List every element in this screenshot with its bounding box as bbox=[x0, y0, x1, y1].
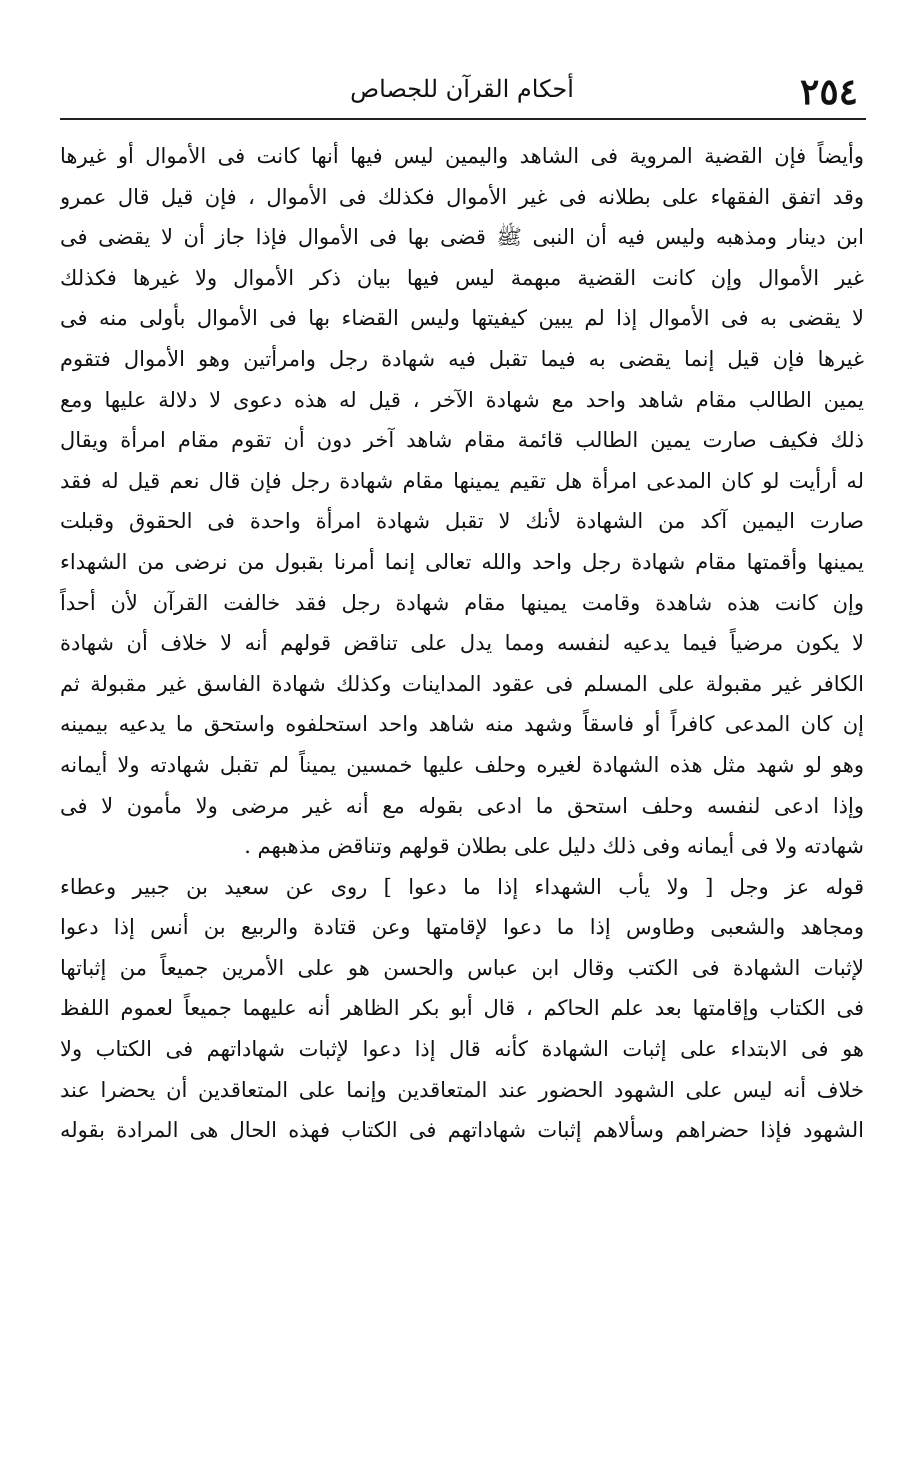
text-line: خلاف أنه ليس على الشهود الحضور عند المتعاقدين وإنما على المتعاقدين أن يحضرا عند bbox=[60, 1077, 864, 1102]
text-line: فى الكتاب وإقامتها بعد علم الحاكم ، قال أبو بكر الظاهر أنه عليهما جميعاً لعموم اللفظ bbox=[60, 996, 864, 1021]
text-line: ذلك فكيف صارت يمين الطالب قائمة مقام شاهد آخر دون أن تقوم مقام امرأة ويقال bbox=[60, 428, 864, 453]
page-header bbox=[60, 66, 864, 116]
text-line: وقد اتفق الفقهاء على بطلانه فى غير الأموال فكذلك فى الأموال ، فإن قيل قال عمرو bbox=[60, 184, 864, 209]
text-line: ابن دينار ومذهبه وليس فيه أن النبى ﷺ قضى بها فى الأموال فإذا جاز أن لا يقضى فى bbox=[60, 225, 864, 250]
text-line: غير الأموال وإن كانت القضية مبهمة ليس فيها بيان ذكر الأموال ولا غيرها فكذلك bbox=[60, 265, 864, 290]
page-number: ٢٥٤ bbox=[799, 71, 858, 113]
body-text bbox=[60, 136, 864, 1151]
header-rule bbox=[60, 118, 866, 120]
text-line: لا يقضى به فى الأموال إذا لم يبين كيفيتها وليس القضاء بها فى الأموال بأولى منه فى bbox=[60, 306, 864, 331]
text-line: لا يكون مرضياً فيما يدعيه لنفسه ومما يدل على تناقض قولهم أنه لا خلاف أن شهادة bbox=[60, 631, 864, 656]
text-line: وإن كانت هذه شاهدة وقامت يمينها مقام شهادة رجل فقد خالفت القرآن لأن أحداً bbox=[60, 590, 864, 615]
running-title: أحكام القرآن للجصاص bbox=[350, 75, 574, 103]
text-line: غيرها فإن قيل إنما يقضى به فيما تقبل فيه شهادة رجل وامرأتين وهو الأموال فتقوم bbox=[60, 346, 864, 371]
text-line: الكافر غير مقبولة على المسلم فى عقود المداينات وكذلك شهادة الفاسق غير مقبولة ثم bbox=[60, 671, 864, 696]
text-line: شهادته ولا فى أيمانه وفى ذلك دليل على بطلان قولهم وتناقض مذهبهم . bbox=[244, 834, 864, 859]
text-line: وإذا ادعى لنفسه وحلف استحق ما ادعى بقوله مع أنه غير مرضى ولا مأمون لا فى bbox=[60, 793, 864, 818]
text-line: ومجاهد والشعبى وطاوس إذا ما دعوا لإقامتها وعن قتادة والربيع بن أنس إذا دعوا bbox=[60, 915, 864, 940]
text-line: وأيضاً فإن القضية المروية فى الشاهد واليمين ليس فيها أنها كانت فى الأموال أو غيرها bbox=[60, 144, 864, 168]
text-line: إن كان المدعى كافراً أو فاسقاً وشهد منه شاهد واحد استحلفوه واستحق ما يدعيه بيمينه bbox=[60, 712, 864, 737]
text-line: لإثبات الشهادة فى الكتب وقال ابن عباس والحسن هو على الأمرين جميعاً من إثباتها bbox=[60, 955, 864, 980]
text-line: له أرأيت لو كان المدعى امرأة هل تقيم يمينها مقام شهادة رجل فإن قال نعم قيل له فقد bbox=[60, 468, 864, 493]
text-line: يمين الطالب مقام شاهد واحد مع شهادة الآخر ، قيل له هذه دعوى لا دلالة عليها ومع bbox=[60, 387, 864, 412]
text-line: الشهود فإذا حضراهم وسألاهم إثبات شهاداتهم فى الكتاب فهذه الحال هى المرادة بقوله bbox=[60, 1118, 864, 1143]
text-line: قوله عز وجل [ ولا يأب الشهداء إذا ما دعوا ] روى عن سعيد بن جبير وعطاء bbox=[60, 874, 864, 899]
text-line: يمينها وأقمتها مقام شهادة رجل واحد والله تعالى إنما أمرنا بقبول من نرضى من الشهداء bbox=[60, 549, 864, 574]
text-line: صارت اليمين آكد من الشهادة لأنك لا تقبل شهادة امرأة واحدة فى الحقوق وقبلت bbox=[60, 509, 864, 534]
text-line: هو فى الابتداء على إثبات الشهادة كأنه قال إذا دعوا لإثبات شهاداتهم فى الكتاب ولا bbox=[60, 1037, 864, 1062]
text-line: وهو لو شهد مثل هذه الشهادة لغيره وحلف عليها خمسين يميناً لم تقبل شهادته ولا أيمانه bbox=[60, 752, 864, 777]
